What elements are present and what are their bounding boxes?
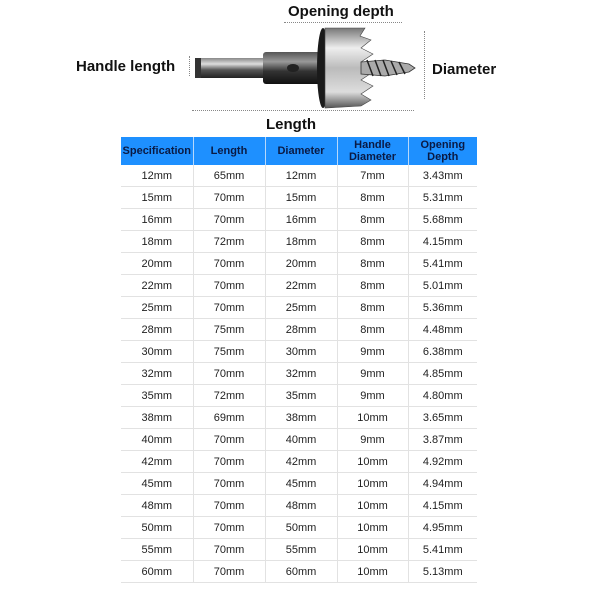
cell-length: 70mm xyxy=(193,275,265,297)
cell-handle-diameter: 10mm xyxy=(337,561,408,583)
cell-handle-diameter: 8mm xyxy=(337,297,408,319)
cell-handle-diameter: 10mm xyxy=(337,495,408,517)
cell-handle-diameter: 10mm xyxy=(337,539,408,561)
cell-diameter: 30mm xyxy=(265,341,337,363)
pilot-drill-bit xyxy=(361,60,415,76)
table-row xyxy=(121,275,477,297)
table-row xyxy=(121,561,477,583)
header-diameter: Diameter xyxy=(265,137,337,165)
cell-diameter: 55mm xyxy=(265,539,337,561)
cell-opening-depth: 4.15mm xyxy=(408,495,477,517)
cell-diameter: 32mm xyxy=(265,363,337,385)
cell-diameter: 12mm xyxy=(265,165,337,187)
cell-diameter: 42mm xyxy=(265,451,337,473)
cell-handle-diameter: 9mm xyxy=(337,341,408,363)
table-row xyxy=(121,451,477,473)
cell-diameter: 16mm xyxy=(265,209,337,231)
table-row xyxy=(121,187,477,209)
header-opening-depth: Opening Depth xyxy=(408,137,477,165)
cell-length: 70mm xyxy=(193,495,265,517)
cell-diameter: 15mm xyxy=(265,187,337,209)
table-row xyxy=(121,517,477,539)
cell-handle-diameter: 10mm xyxy=(337,517,408,539)
cell-diameter: 50mm xyxy=(265,517,337,539)
cell-diameter: 35mm xyxy=(265,385,337,407)
cell-opening-depth: 5.31mm xyxy=(408,187,477,209)
cell-diameter: 22mm xyxy=(265,275,337,297)
table-header-row xyxy=(121,137,477,165)
cell-length: 70mm xyxy=(193,187,265,209)
cell-opening-depth: 5.13mm xyxy=(408,561,477,583)
cell-diameter: 40mm xyxy=(265,429,337,451)
table-row xyxy=(121,385,477,407)
cell-handle-diameter: 9mm xyxy=(337,429,408,451)
diameter-label: Diameter xyxy=(432,61,497,78)
table-row xyxy=(121,209,477,231)
cell-length: 70mm xyxy=(193,429,265,451)
cell-opening-depth: 4.15mm xyxy=(408,231,477,253)
cell-opening-depth: 4.85mm xyxy=(408,363,477,385)
cell-diameter: 48mm xyxy=(265,495,337,517)
table-row xyxy=(121,407,477,429)
cell-specification: 45mm xyxy=(121,473,193,495)
table-row xyxy=(121,363,477,385)
cell-handle-diameter: 8mm xyxy=(337,253,408,275)
cell-diameter: 18mm xyxy=(265,231,337,253)
cell-specification: 15mm xyxy=(121,187,193,209)
cell-opening-depth: 6.38mm xyxy=(408,341,477,363)
cell-length: 70mm xyxy=(193,451,265,473)
cell-length: 75mm xyxy=(193,319,265,341)
header-handle-diameter: Handle Diameter xyxy=(337,137,408,165)
cell-opening-depth: 5.41mm xyxy=(408,539,477,561)
cell-specification: 25mm xyxy=(121,297,193,319)
cell-specification: 16mm xyxy=(121,209,193,231)
cell-length: 70mm xyxy=(193,473,265,495)
specification-table xyxy=(121,137,477,583)
cell-opening-depth: 4.48mm xyxy=(408,319,477,341)
cell-diameter: 45mm xyxy=(265,473,337,495)
cell-opening-depth: 3.65mm xyxy=(408,407,477,429)
cell-length: 70mm xyxy=(193,517,265,539)
cell-handle-diameter: 8mm xyxy=(337,275,408,297)
cell-opening-depth: 3.43mm xyxy=(408,165,477,187)
shank xyxy=(195,58,267,78)
collar xyxy=(263,52,323,84)
cell-opening-depth: 3.87mm xyxy=(408,429,477,451)
cell-diameter: 38mm xyxy=(265,407,337,429)
cell-length: 75mm xyxy=(193,341,265,363)
cell-handle-diameter: 10mm xyxy=(337,451,408,473)
cell-specification: 50mm xyxy=(121,517,193,539)
cell-handle-diameter: 9mm xyxy=(337,385,408,407)
cell-handle-diameter: 8mm xyxy=(337,231,408,253)
cell-opening-depth: 5.36mm xyxy=(408,297,477,319)
cell-length: 72mm xyxy=(193,231,265,253)
cell-opening-depth: 4.95mm xyxy=(408,517,477,539)
cell-length: 70mm xyxy=(193,363,265,385)
cell-specification: 20mm xyxy=(121,253,193,275)
cell-specification: 22mm xyxy=(121,275,193,297)
cell-handle-diameter: 8mm xyxy=(337,209,408,231)
table-body xyxy=(121,165,477,583)
cell-opening-depth: 4.80mm xyxy=(408,385,477,407)
cell-specification: 40mm xyxy=(121,429,193,451)
cell-specification: 30mm xyxy=(121,341,193,363)
cell-diameter: 20mm xyxy=(265,253,337,275)
cell-specification: 12mm xyxy=(121,165,193,187)
cell-specification: 48mm xyxy=(121,495,193,517)
cell-length: 72mm xyxy=(193,385,265,407)
length-label: Length xyxy=(266,116,316,133)
header-length: Length xyxy=(193,137,265,165)
cell-diameter: 25mm xyxy=(265,297,337,319)
table-row xyxy=(121,539,477,561)
cell-specification: 55mm xyxy=(121,539,193,561)
cell-length: 65mm xyxy=(193,165,265,187)
cell-specification: 18mm xyxy=(121,231,193,253)
table-row xyxy=(121,231,477,253)
cell-length: 70mm xyxy=(193,297,265,319)
cell-specification: 42mm xyxy=(121,451,193,473)
cell-specification: 38mm xyxy=(121,407,193,429)
table-row xyxy=(121,429,477,451)
cell-handle-diameter: 10mm xyxy=(337,407,408,429)
table-row xyxy=(121,165,477,187)
table-row xyxy=(121,297,477,319)
cell-specification: 35mm xyxy=(121,385,193,407)
table-row xyxy=(121,319,477,341)
cell-specification: 28mm xyxy=(121,319,193,341)
opening-depth-label: Opening depth xyxy=(288,3,394,20)
table-row xyxy=(121,473,477,495)
cell-length: 69mm xyxy=(193,407,265,429)
cell-length: 70mm xyxy=(193,561,265,583)
table-row xyxy=(121,341,477,363)
cell-length: 70mm xyxy=(193,539,265,561)
cell-opening-depth: 4.94mm xyxy=(408,473,477,495)
handle-length-label: Handle length xyxy=(76,58,176,75)
header-specification: Specification xyxy=(121,137,193,165)
cell-length: 70mm xyxy=(193,209,265,231)
cell-length: 70mm xyxy=(193,253,265,275)
cell-diameter: 28mm xyxy=(265,319,337,341)
hole-saw-illustration xyxy=(185,22,425,112)
cell-diameter: 60mm xyxy=(265,561,337,583)
cell-specification: 60mm xyxy=(121,561,193,583)
cell-opening-depth: 5.41mm xyxy=(408,253,477,275)
cell-handle-diameter: 10mm xyxy=(337,473,408,495)
cell-opening-depth: 5.01mm xyxy=(408,275,477,297)
cell-handle-diameter: 7mm xyxy=(337,165,408,187)
cell-handle-diameter: 8mm xyxy=(337,187,408,209)
table-row xyxy=(121,495,477,517)
cell-handle-diameter: 8mm xyxy=(337,319,408,341)
cell-opening-depth: 5.68mm xyxy=(408,209,477,231)
table-row xyxy=(121,253,477,275)
cell-specification: 32mm xyxy=(121,363,193,385)
cell-handle-diameter: 9mm xyxy=(337,363,408,385)
cell-opening-depth: 4.92mm xyxy=(408,451,477,473)
